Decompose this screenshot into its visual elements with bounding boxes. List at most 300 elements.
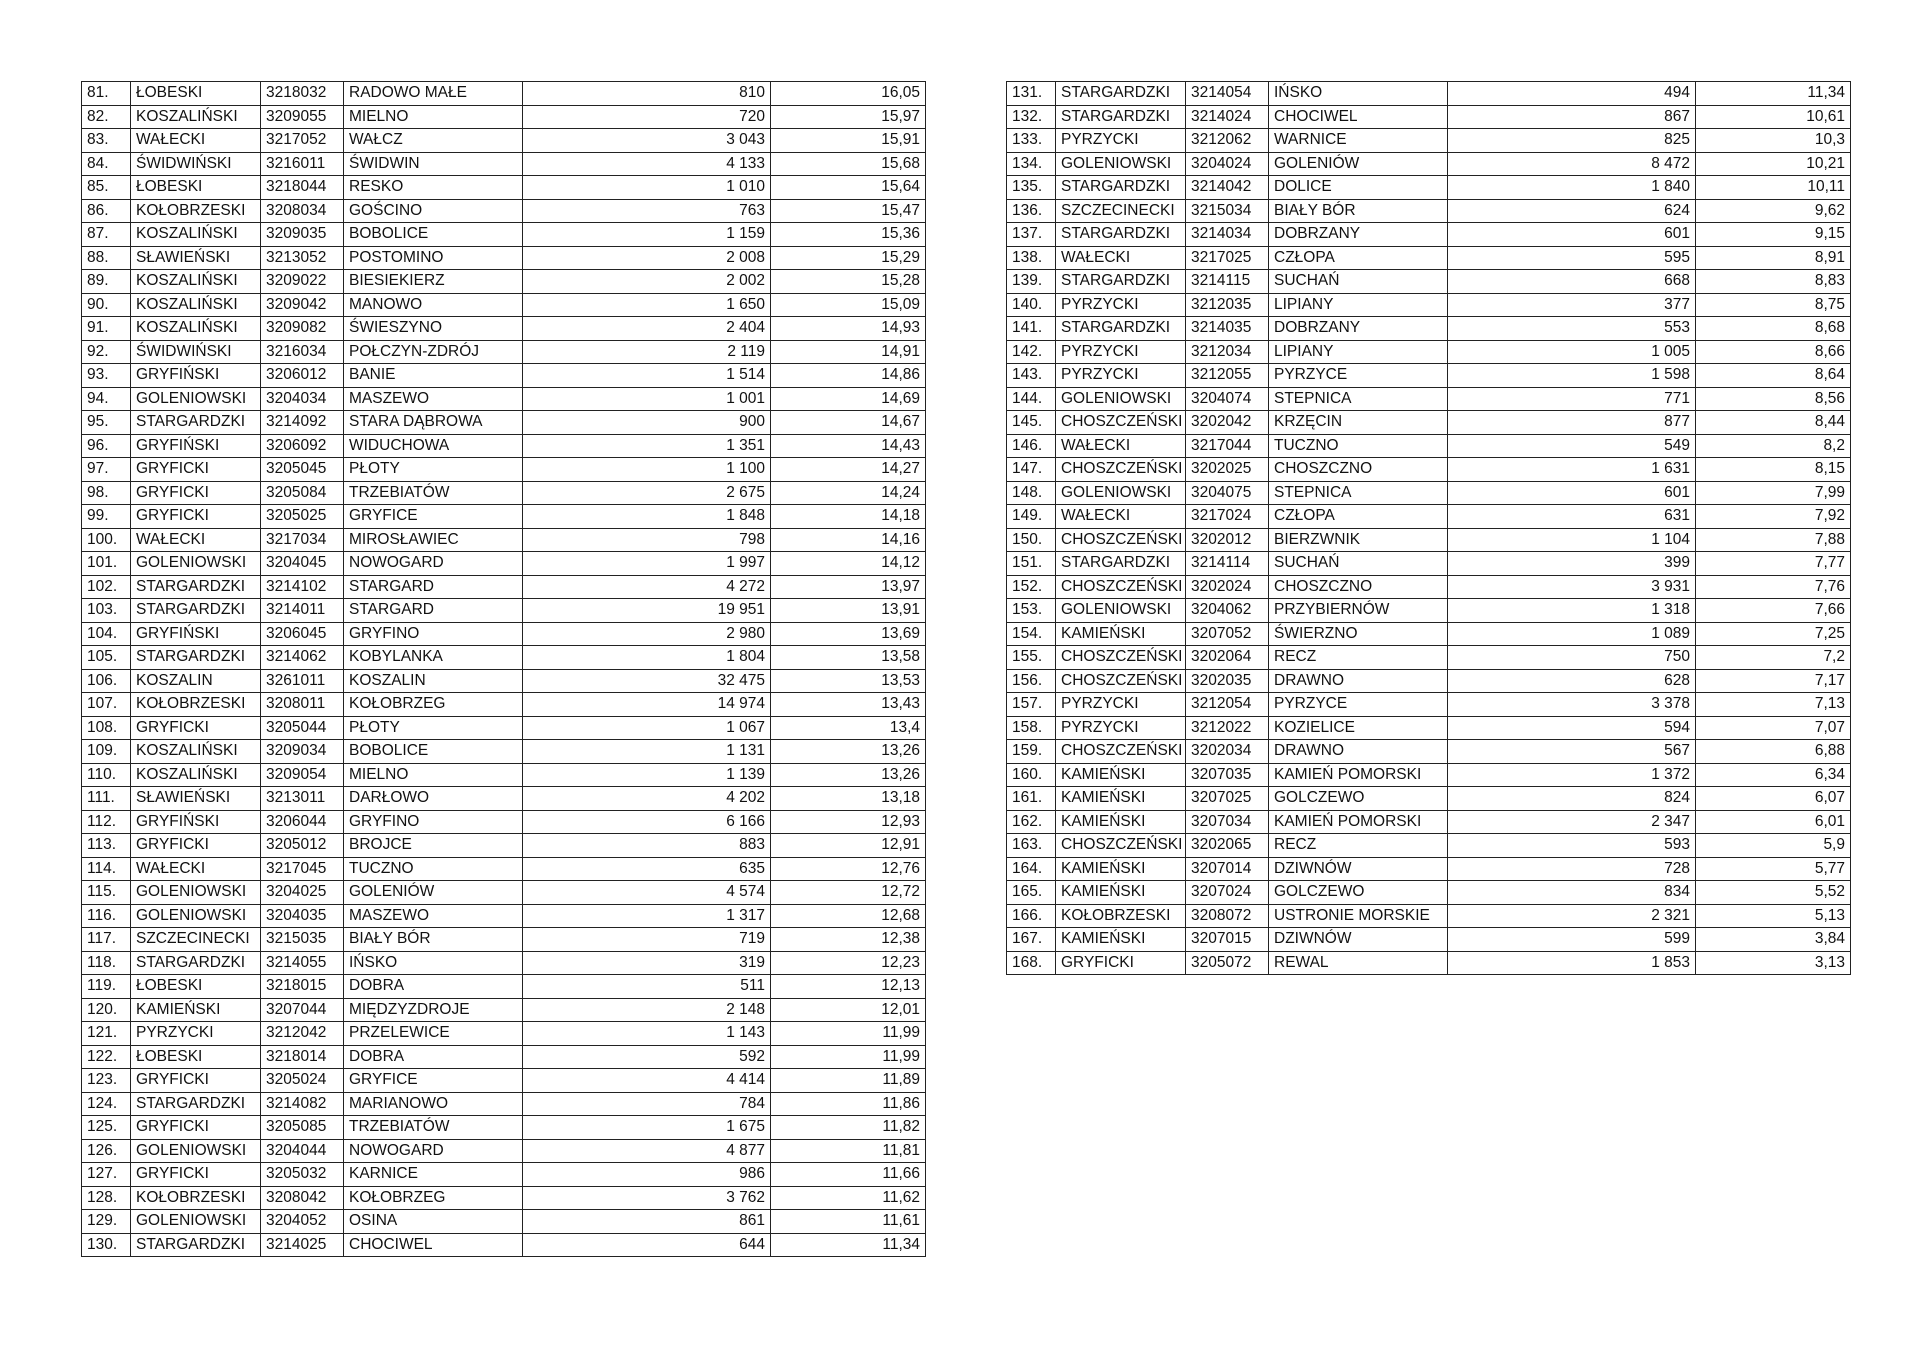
count-cell: 19 951 [523, 599, 771, 623]
code-cell: 3214102 [261, 575, 344, 599]
table-row [82, 411, 926, 435]
table-row [82, 716, 926, 740]
county-cell: WAŁECKI [1056, 505, 1186, 529]
rank-cell: 108. [82, 716, 131, 740]
table-row [1007, 904, 1851, 928]
rank-cell: 103. [82, 599, 131, 623]
county-cell: GOLENIOWSKI [131, 387, 261, 411]
rank-cell: 128. [82, 1186, 131, 1210]
count-cell: 494 [1448, 82, 1696, 106]
rate-cell: 12,93 [771, 810, 926, 834]
municipality-cell: WARNICE [1269, 129, 1448, 153]
municipality-cell: GOLCZEWO [1269, 787, 1448, 811]
rate-cell: 14,18 [771, 505, 926, 529]
code-cell: 3204035 [261, 904, 344, 928]
county-cell: STARGARDZKI [131, 1233, 261, 1257]
rank-cell: 109. [82, 740, 131, 764]
code-cell: 3204075 [1186, 481, 1269, 505]
count-cell: 601 [1448, 223, 1696, 247]
rate-cell: 13,43 [771, 693, 926, 717]
rate-cell: 14,93 [771, 317, 926, 341]
rank-cell: 130. [82, 1233, 131, 1257]
municipality-cell: REWAL [1269, 951, 1448, 975]
count-cell: 2 404 [523, 317, 771, 341]
rank-cell: 165. [1007, 881, 1056, 905]
table-row [1007, 340, 1851, 364]
count-cell: 834 [1448, 881, 1696, 905]
table-row [1007, 575, 1851, 599]
county-cell: KOSZALIŃSKI [131, 317, 261, 341]
count-cell: 1 848 [523, 505, 771, 529]
municipality-cell: KAMIEŃ POMORSKI [1269, 763, 1448, 787]
county-cell: GRYFICKI [131, 481, 261, 505]
code-cell: 3207052 [1186, 622, 1269, 646]
count-cell: 1 159 [523, 223, 771, 247]
rank-cell: 101. [82, 552, 131, 576]
rank-cell: 116. [82, 904, 131, 928]
count-cell: 986 [523, 1163, 771, 1187]
rank-cell: 110. [82, 763, 131, 787]
municipality-cell: MIELNO [344, 105, 523, 129]
rate-cell: 8,68 [1696, 317, 1851, 341]
code-cell: 3214024 [1186, 105, 1269, 129]
count-cell: 720 [523, 105, 771, 129]
code-cell: 3214082 [261, 1092, 344, 1116]
county-cell: STARGARDZKI [1056, 270, 1186, 294]
county-cell: PYRZYCKI [1056, 129, 1186, 153]
county-cell: GRYFICKI [131, 458, 261, 482]
rate-cell: 11,99 [771, 1022, 926, 1046]
table-row [1007, 646, 1851, 670]
county-cell: SZCZECINECKI [131, 928, 261, 952]
count-cell: 593 [1448, 834, 1696, 858]
municipality-cell: BROJCE [344, 834, 523, 858]
rate-cell: 13,26 [771, 763, 926, 787]
municipality-cell: STARGARD [344, 575, 523, 599]
code-cell: 3202035 [1186, 669, 1269, 693]
count-cell: 810 [523, 82, 771, 106]
municipality-cell: STEPNICA [1269, 481, 1448, 505]
count-cell: 1 067 [523, 716, 771, 740]
rate-cell: 12,76 [771, 857, 926, 881]
county-cell: STARGARDZKI [131, 1092, 261, 1116]
rank-cell: 143. [1007, 364, 1056, 388]
code-cell: 3207024 [1186, 881, 1269, 905]
code-cell: 3216011 [261, 152, 344, 176]
count-cell: 1 143 [523, 1022, 771, 1046]
table-row [1007, 622, 1851, 646]
code-cell: 3208072 [1186, 904, 1269, 928]
table-row [82, 223, 926, 247]
rate-cell: 16,05 [771, 82, 926, 106]
rate-cell: 8,91 [1696, 246, 1851, 270]
rate-cell: 8,64 [1696, 364, 1851, 388]
code-cell: 3261011 [261, 669, 344, 693]
table-row [1007, 669, 1851, 693]
county-cell: CHOSZCZEŃSKI [1056, 646, 1186, 670]
code-cell: 3212022 [1186, 716, 1269, 740]
municipality-cell: KOZIELICE [1269, 716, 1448, 740]
code-cell: 3206012 [261, 364, 344, 388]
count-cell: 1 001 [523, 387, 771, 411]
table-row [82, 834, 926, 858]
municipality-cell: ŚWIERZNO [1269, 622, 1448, 646]
rate-cell: 6,07 [1696, 787, 1851, 811]
code-cell: 3213052 [261, 246, 344, 270]
count-cell: 319 [523, 951, 771, 975]
rank-cell: 159. [1007, 740, 1056, 764]
rate-cell: 3,84 [1696, 928, 1851, 952]
table-row [82, 928, 926, 952]
count-cell: 1 853 [1448, 951, 1696, 975]
table-row [82, 317, 926, 341]
code-cell: 3205044 [261, 716, 344, 740]
table-row [1007, 270, 1851, 294]
municipality-cell: BOBOLICE [344, 740, 523, 764]
rate-cell: 8,15 [1696, 458, 1851, 482]
county-cell: GOLENIOWSKI [1056, 152, 1186, 176]
municipality-cell: GOŚCINO [344, 199, 523, 223]
code-cell: 3214035 [1186, 317, 1269, 341]
table-row [1007, 387, 1851, 411]
rate-cell: 3,13 [1696, 951, 1851, 975]
rank-cell: 146. [1007, 434, 1056, 458]
rate-cell: 11,61 [771, 1210, 926, 1234]
rank-cell: 123. [82, 1069, 131, 1093]
table-row [82, 246, 926, 270]
municipality-cell: STEPNICA [1269, 387, 1448, 411]
table-row [1007, 434, 1851, 458]
municipality-cell: CHOCIWEL [344, 1233, 523, 1257]
municipality-cell: RECZ [1269, 834, 1448, 858]
rank-cell: 163. [1007, 834, 1056, 858]
county-cell: SZCZECINECKI [1056, 199, 1186, 223]
table-row [82, 552, 926, 576]
rank-cell: 124. [82, 1092, 131, 1116]
count-cell: 784 [523, 1092, 771, 1116]
count-cell: 824 [1448, 787, 1696, 811]
rank-cell: 83. [82, 129, 131, 153]
rank-cell: 129. [82, 1210, 131, 1234]
code-cell: 3209082 [261, 317, 344, 341]
table-row [82, 622, 926, 646]
rate-cell: 15,91 [771, 129, 926, 153]
county-cell: STARGARDZKI [1056, 223, 1186, 247]
municipality-cell: LIPIANY [1269, 293, 1448, 317]
municipality-cell: DOBRZANY [1269, 223, 1448, 247]
county-cell: KOŁOBRZESKI [1056, 904, 1186, 928]
rate-cell: 15,29 [771, 246, 926, 270]
code-cell: 3213011 [261, 787, 344, 811]
county-cell: CHOSZCZEŃSKI [1056, 458, 1186, 482]
table-row [1007, 552, 1851, 576]
municipality-cell: GRYFICE [344, 505, 523, 529]
count-cell: 2 008 [523, 246, 771, 270]
rank-cell: 92. [82, 340, 131, 364]
rank-cell: 126. [82, 1139, 131, 1163]
municipality-cell: STARA DĄBROWA [344, 411, 523, 435]
table-row [1007, 599, 1851, 623]
count-cell: 668 [1448, 270, 1696, 294]
rate-cell: 7,17 [1696, 669, 1851, 693]
code-cell: 3207015 [1186, 928, 1269, 952]
county-cell: GOLENIOWSKI [131, 881, 261, 905]
rank-cell: 82. [82, 105, 131, 129]
code-cell: 3217044 [1186, 434, 1269, 458]
county-cell: GRYFIŃSKI [131, 622, 261, 646]
count-cell: 4 202 [523, 787, 771, 811]
rank-cell: 97. [82, 458, 131, 482]
count-cell: 635 [523, 857, 771, 881]
table-row [82, 458, 926, 482]
county-cell: CHOSZCZEŃSKI [1056, 411, 1186, 435]
municipality-cell: USTRONIE MORSKIE [1269, 904, 1448, 928]
county-cell: KAMIEŃSKI [131, 998, 261, 1022]
table-row [82, 693, 926, 717]
table-row [82, 1116, 926, 1140]
table-row [82, 1045, 926, 1069]
municipality-cell: MASZEWO [344, 387, 523, 411]
municipality-cell: BIESIEKIERZ [344, 270, 523, 294]
county-cell: GRYFICKI [131, 834, 261, 858]
rate-cell: 12,68 [771, 904, 926, 928]
municipality-cell: WIDUCHOWA [344, 434, 523, 458]
code-cell: 3217045 [261, 857, 344, 881]
municipality-cell: KOBYLANKA [344, 646, 523, 670]
count-cell: 763 [523, 199, 771, 223]
rank-cell: 131. [1007, 82, 1056, 106]
table-row [1007, 928, 1851, 952]
rate-cell: 15,47 [771, 199, 926, 223]
rate-cell: 13,26 [771, 740, 926, 764]
rank-cell: 166. [1007, 904, 1056, 928]
count-cell: 1 997 [523, 552, 771, 576]
county-cell: KAMIEŃSKI [1056, 622, 1186, 646]
rank-cell: 138. [1007, 246, 1056, 270]
rank-cell: 140. [1007, 293, 1056, 317]
rank-cell: 160. [1007, 763, 1056, 787]
municipality-cell: TRZEBIATÓW [344, 1116, 523, 1140]
rank-cell: 156. [1007, 669, 1056, 693]
table-row [82, 857, 926, 881]
code-cell: 3207014 [1186, 857, 1269, 881]
rate-cell: 14,86 [771, 364, 926, 388]
count-cell: 1 598 [1448, 364, 1696, 388]
count-cell: 771 [1448, 387, 1696, 411]
municipality-cell: BIAŁY BÓR [344, 928, 523, 952]
rank-cell: 164. [1007, 857, 1056, 881]
count-cell: 1 351 [523, 434, 771, 458]
code-cell: 3206044 [261, 810, 344, 834]
county-cell: CHOSZCZEŃSKI [1056, 669, 1186, 693]
table-row [1007, 810, 1851, 834]
municipality-cell: MARIANOWO [344, 1092, 523, 1116]
code-cell: 3212062 [1186, 129, 1269, 153]
county-cell: WAŁECKI [131, 857, 261, 881]
table-row [82, 575, 926, 599]
rate-cell: 5,9 [1696, 834, 1851, 858]
county-cell: GOLENIOWSKI [1056, 481, 1186, 505]
rank-cell: 84. [82, 152, 131, 176]
table-row [82, 669, 926, 693]
rate-cell: 11,66 [771, 1163, 926, 1187]
county-cell: GRYFICKI [131, 1116, 261, 1140]
county-cell: PYRZYCKI [1056, 364, 1186, 388]
rank-cell: 107. [82, 693, 131, 717]
table-row [1007, 834, 1851, 858]
count-cell: 1 100 [523, 458, 771, 482]
table-row [82, 176, 926, 200]
rate-cell: 10,3 [1696, 129, 1851, 153]
count-cell: 877 [1448, 411, 1696, 435]
rate-cell: 11,82 [771, 1116, 926, 1140]
municipality-cell: DOBRA [344, 975, 523, 999]
county-cell: STARGARDZKI [131, 599, 261, 623]
code-cell: 3205012 [261, 834, 344, 858]
rate-cell: 5,52 [1696, 881, 1851, 905]
code-cell: 3212042 [261, 1022, 344, 1046]
data-table-right [1006, 81, 1851, 975]
rank-cell: 154. [1007, 622, 1056, 646]
rate-cell: 8,44 [1696, 411, 1851, 435]
code-cell: 3218032 [261, 82, 344, 106]
county-cell: KAMIEŃSKI [1056, 763, 1186, 787]
table-row [1007, 951, 1851, 975]
municipality-cell: RECZ [1269, 646, 1448, 670]
rate-cell: 15,97 [771, 105, 926, 129]
rank-cell: 113. [82, 834, 131, 858]
rate-cell: 10,61 [1696, 105, 1851, 129]
count-cell: 4 877 [523, 1139, 771, 1163]
rate-cell: 13,58 [771, 646, 926, 670]
table-row [1007, 716, 1851, 740]
municipality-cell: GOLCZEWO [1269, 881, 1448, 905]
table-body-right [1007, 82, 1851, 975]
county-cell: GOLENIOWSKI [1056, 387, 1186, 411]
count-cell: 624 [1448, 199, 1696, 223]
county-cell: GRYFICKI [131, 505, 261, 529]
table-row [82, 787, 926, 811]
count-cell: 4 574 [523, 881, 771, 905]
count-cell: 2 980 [523, 622, 771, 646]
county-cell: GOLENIOWSKI [1056, 599, 1186, 623]
rate-cell: 8,56 [1696, 387, 1851, 411]
rank-cell: 112. [82, 810, 131, 834]
rate-cell: 6,01 [1696, 810, 1851, 834]
county-cell: PYRZYCKI [1056, 293, 1186, 317]
municipality-cell: TRZEBIATÓW [344, 481, 523, 505]
table-row [82, 434, 926, 458]
rate-cell: 14,24 [771, 481, 926, 505]
code-cell: 3207035 [1186, 763, 1269, 787]
municipality-cell: DARŁOWO [344, 787, 523, 811]
table-row [1007, 505, 1851, 529]
code-cell: 3217034 [261, 528, 344, 552]
count-cell: 628 [1448, 669, 1696, 693]
county-cell: PYRZYCKI [1056, 716, 1186, 740]
code-cell: 3204044 [261, 1139, 344, 1163]
county-cell: KAMIEŃSKI [1056, 928, 1186, 952]
rank-cell: 100. [82, 528, 131, 552]
table-row [82, 528, 926, 552]
municipality-cell: KOŁOBRZEG [344, 693, 523, 717]
rate-cell: 12,13 [771, 975, 926, 999]
rank-cell: 125. [82, 1116, 131, 1140]
rank-cell: 148. [1007, 481, 1056, 505]
county-cell: KAMIEŃSKI [1056, 881, 1186, 905]
table-row [82, 129, 926, 153]
table-row [1007, 176, 1851, 200]
county-cell: KAMIEŃSKI [1056, 857, 1186, 881]
county-cell: WAŁECKI [1056, 434, 1186, 458]
count-cell: 1 514 [523, 364, 771, 388]
code-cell: 3209054 [261, 763, 344, 787]
count-cell: 719 [523, 928, 771, 952]
county-cell: CHOSZCZEŃSKI [1056, 528, 1186, 552]
rank-cell: 105. [82, 646, 131, 670]
rate-cell: 6,88 [1696, 740, 1851, 764]
rank-cell: 98. [82, 481, 131, 505]
rate-cell: 10,11 [1696, 176, 1851, 200]
municipality-cell: KRZĘCIN [1269, 411, 1448, 435]
count-cell: 595 [1448, 246, 1696, 270]
code-cell: 3202064 [1186, 646, 1269, 670]
county-cell: STARGARDZKI [1056, 82, 1186, 106]
count-cell: 377 [1448, 293, 1696, 317]
rate-cell: 9,62 [1696, 199, 1851, 223]
code-cell: 3205085 [261, 1116, 344, 1140]
municipality-cell: PŁOTY [344, 458, 523, 482]
code-cell: 3218015 [261, 975, 344, 999]
table-row [82, 1186, 926, 1210]
rank-cell: 99. [82, 505, 131, 529]
code-cell: 3205084 [261, 481, 344, 505]
county-cell: CHOSZCZEŃSKI [1056, 740, 1186, 764]
code-cell: 3209055 [261, 105, 344, 129]
county-cell: GRYFIŃSKI [131, 364, 261, 388]
rank-cell: 158. [1007, 716, 1056, 740]
count-cell: 2 675 [523, 481, 771, 505]
count-cell: 592 [523, 1045, 771, 1069]
municipality-cell: OSINA [344, 1210, 523, 1234]
table-row [82, 646, 926, 670]
table-row [82, 975, 926, 999]
table-row [1007, 763, 1851, 787]
municipality-cell: WAŁCZ [344, 129, 523, 153]
municipality-cell: MASZEWO [344, 904, 523, 928]
rate-cell: 15,36 [771, 223, 926, 247]
municipality-cell: SUCHAŃ [1269, 270, 1448, 294]
code-cell: 3209042 [261, 293, 344, 317]
count-cell: 567 [1448, 740, 1696, 764]
count-cell: 549 [1448, 434, 1696, 458]
code-cell: 3204052 [261, 1210, 344, 1234]
count-cell: 2 321 [1448, 904, 1696, 928]
municipality-cell: CZŁOPA [1269, 246, 1448, 270]
table-row [82, 293, 926, 317]
count-cell: 2 347 [1448, 810, 1696, 834]
rank-cell: 89. [82, 270, 131, 294]
count-cell: 4 414 [523, 1069, 771, 1093]
table-row [82, 1092, 926, 1116]
table-row [1007, 152, 1851, 176]
rank-cell: 161. [1007, 787, 1056, 811]
rank-cell: 94. [82, 387, 131, 411]
code-cell: 3214115 [1186, 270, 1269, 294]
code-cell: 3205045 [261, 458, 344, 482]
rate-cell: 15,64 [771, 176, 926, 200]
rank-cell: 137. [1007, 223, 1056, 247]
